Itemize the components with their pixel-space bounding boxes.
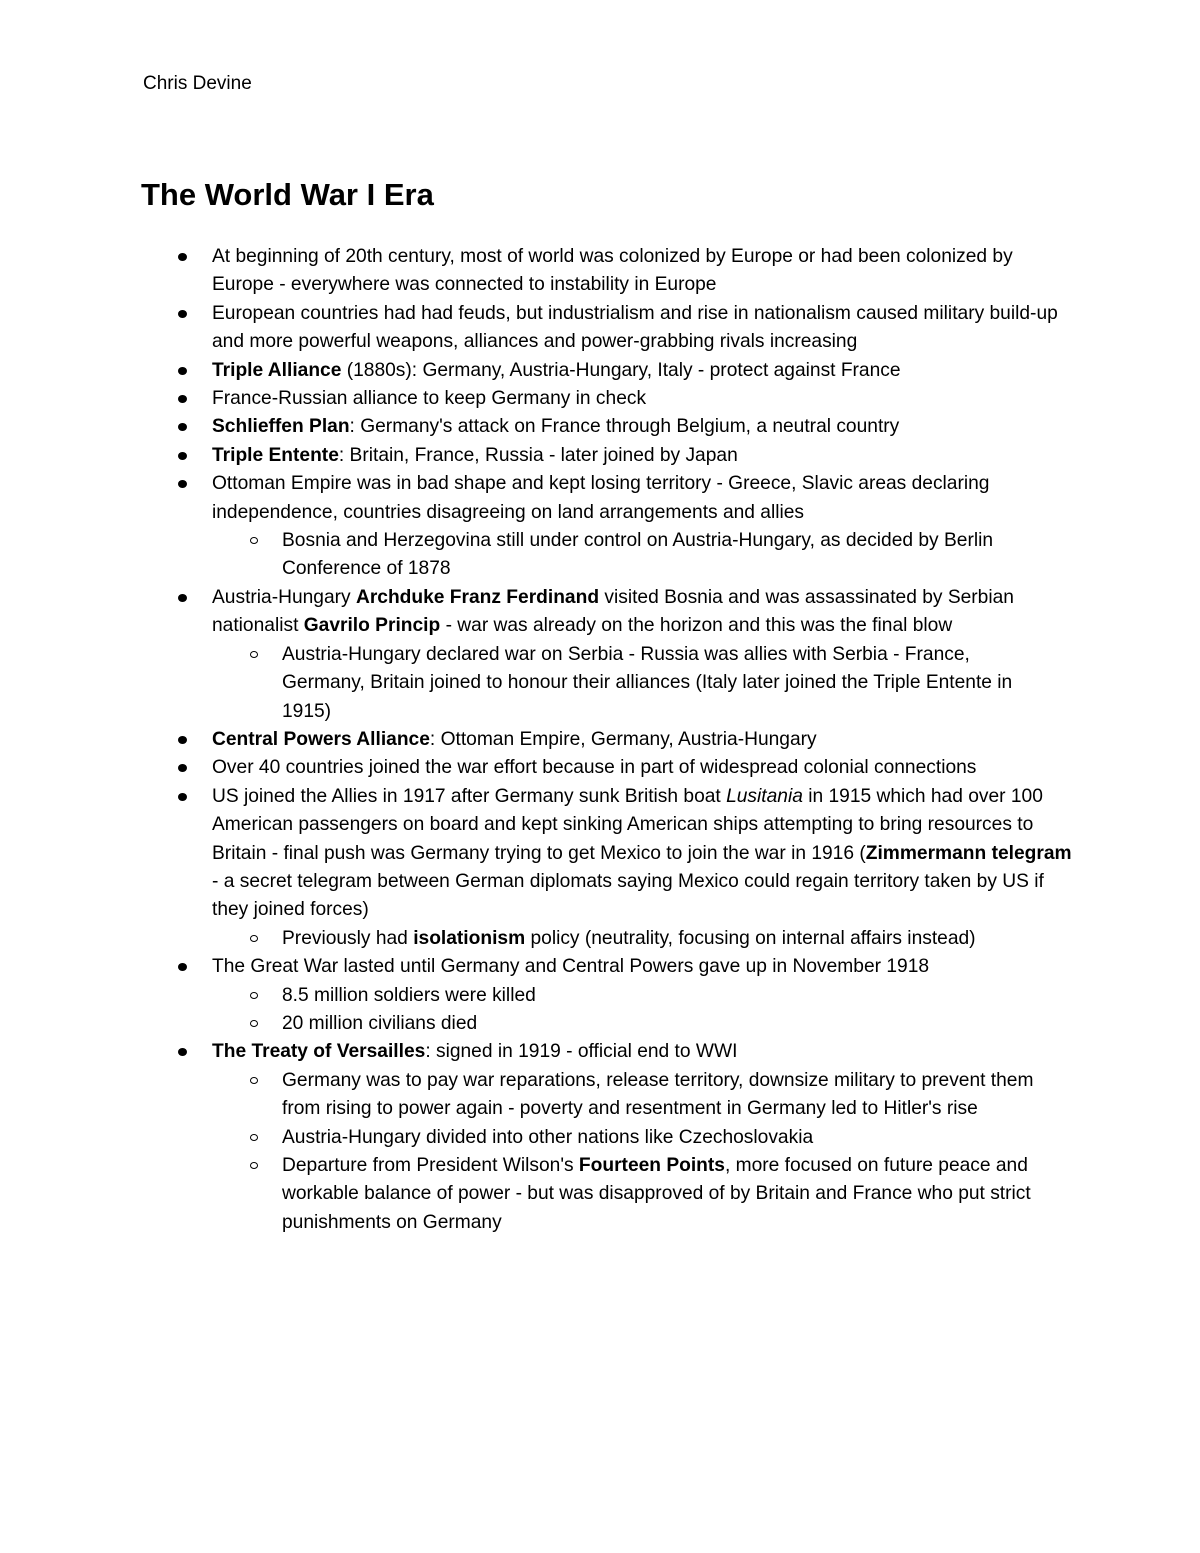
key-term: Triple Entente xyxy=(212,444,339,466)
hollow-bullet-icon xyxy=(250,1162,258,1169)
sub-list-item: Austria-Hungary declared war on Serbia - Russia was allies with Serbia - France, Germany, Britain joined to honour their alliances (Italy later joined the Triple Entente in 1915) xyxy=(282,641,1042,726)
key-term: isolationism xyxy=(413,927,526,949)
list-item: US joined the Allies in 1917 after Germany sunk British boat Lusitania in 1915 which had over 100 American passengers on board and kept sinking American ships attempting to bring resources to Britain - final push was Germany trying to get Mexico to join the war in 1916 (Zimmermann telegram - a secret telegram between German diplomats saying Mexico could regain territory taken by US if they joined forces) Previously had isolationism policy (neutrality, focusing on internal affairs instead) xyxy=(212,783,1072,953)
hollow-bullet-icon xyxy=(250,992,258,999)
list-item: The Treaty of Versailles: signed in 1919 - official end to WWI Germany was to pay war reparations, release territory, downsize military to prevent them from rising to power again - poverty and resentment in Germany led to Hitler's rise Austria-Hungary divided into other nations like Czechoslovakia Departure from President Wilson's Fourteen Points, more focused on future peace and workable balance of power - but was disapproved of by Britain and France who put strict punishments on Germany xyxy=(212,1038,1072,1237)
list-item: Schlieffen Plan: Germany's attack on France through Belgium, a neutral country xyxy=(212,413,1072,441)
key-term: Gavrilo Princip xyxy=(303,615,441,637)
hollow-bullet-icon xyxy=(250,935,258,942)
sub-list-item: Previously had isolationism policy (neutrality, focusing on internal affairs instead) xyxy=(282,925,1042,953)
bullet-icon xyxy=(178,963,187,971)
bullet-icon xyxy=(178,1048,187,1056)
bullet-icon xyxy=(178,423,187,431)
bullet-icon xyxy=(178,253,187,261)
key-term: Archduke Franz Ferdinand xyxy=(355,586,600,608)
bullet-icon xyxy=(178,395,187,403)
list-item: Triple Alliance (1880s): Germany, Austria-Hungary, Italy - protect against France xyxy=(212,357,1072,385)
bullet-icon xyxy=(178,367,187,375)
key-term: Zimmermann telegram xyxy=(865,842,1072,864)
key-term: The Treaty of Versailles xyxy=(212,1041,426,1063)
sub-list xyxy=(212,1067,1072,1237)
sub-list-item: 8.5 million soldiers were killed xyxy=(282,982,1042,1010)
key-term: Fourteen Points xyxy=(578,1155,725,1176)
bullet-list xyxy=(0,243,1200,1237)
bullet-icon xyxy=(178,310,187,318)
list-item: Triple Entente: Britain, France, Russia - later joined by Japan xyxy=(212,442,1072,470)
hollow-bullet-icon xyxy=(250,537,258,544)
list-item: Central Powers Alliance: Ottoman Empire, Germany, Austria-Hungary xyxy=(212,726,1072,754)
list-item: European countries had had feuds, but industrialism and rise in nationalism caused military build-up and more powerful weapons, alliances and power-grabbing rivals increasing xyxy=(212,300,1072,357)
list-item: France-Russian alliance to keep Germany in check xyxy=(212,385,1072,413)
list-item: Austria-Hungary Archduke Franz Ferdinand visited Bosnia and was assassinated by Serbian nationalist Gavrilo Princip - war was already on the horizon and this was the final blow Austria-Hungary declared war on Serbia - Russia was allies with Serbia - France, Germany, Britain joined to honour their alliances (Italy later joined the Triple Entente in 1915) xyxy=(212,584,1072,726)
list-item: Over 40 countries joined the war effort because in part of widespread colonial connections xyxy=(212,754,1072,782)
sub-list xyxy=(212,982,1072,1039)
bullet-icon xyxy=(178,793,187,801)
list-item: The Great War lasted until Germany and Central Powers gave up in November 1918 8.5 million soldiers were killed 20 million civilians died xyxy=(212,953,1072,1038)
sub-list xyxy=(212,641,1072,726)
list-item: Ottoman Empire was in bad shape and kept losing territory - Greece, Slavic areas declaring independence, countries disagreeing on land arrangements and allies Bosnia and Herzegovina still under control on Austria-Hungary, as decided by Berlin Conference of 1878 xyxy=(212,470,1072,584)
key-term: Triple Alliance xyxy=(212,359,342,381)
sub-list-item: 20 million civilians died xyxy=(282,1010,1042,1038)
bullet-icon xyxy=(178,764,187,772)
sub-list-item: Departure from President Wilson's Fourteen Points, more focused on future peace and workable balance of power - but was disapproved of by Britain and France who put strict punishments on Germany xyxy=(282,1152,1042,1237)
sub-list xyxy=(212,527,1072,584)
sub-list-item: Bosnia and Herzegovina still under control on Austria-Hungary, as decided by Berlin Conference of 1878 xyxy=(282,527,1042,584)
hollow-bullet-icon xyxy=(250,1020,258,1027)
hollow-bullet-icon xyxy=(250,1134,258,1141)
page-title: The World War I Era xyxy=(141,177,434,212)
ship-name: Lusitania xyxy=(726,785,803,807)
bullet-icon xyxy=(178,452,187,460)
sub-list-item: Germany was to pay war reparations, release territory, downsize military to prevent them from rising to power again - poverty and resentment in Germany led to Hitler's rise xyxy=(282,1067,1042,1124)
list-item: At beginning of 20th century, most of world was colonized by Europe or had been colonized by Europe - everywhere was connected to instability in Europe xyxy=(212,243,1072,300)
hollow-bullet-icon xyxy=(250,651,258,658)
author-name: Chris Devine xyxy=(143,73,252,94)
sub-list-item: Austria-Hungary divided into other nations like Czechoslovakia xyxy=(282,1124,1042,1152)
bullet-icon xyxy=(178,594,187,602)
bullet-icon xyxy=(178,480,187,488)
notes-body xyxy=(0,243,1200,1237)
bullet-icon xyxy=(178,736,187,744)
hollow-bullet-icon xyxy=(250,1077,258,1084)
sub-list xyxy=(212,925,1072,953)
key-term: Central Powers Alliance xyxy=(212,728,430,750)
key-term: Schlieffen Plan xyxy=(212,416,350,438)
